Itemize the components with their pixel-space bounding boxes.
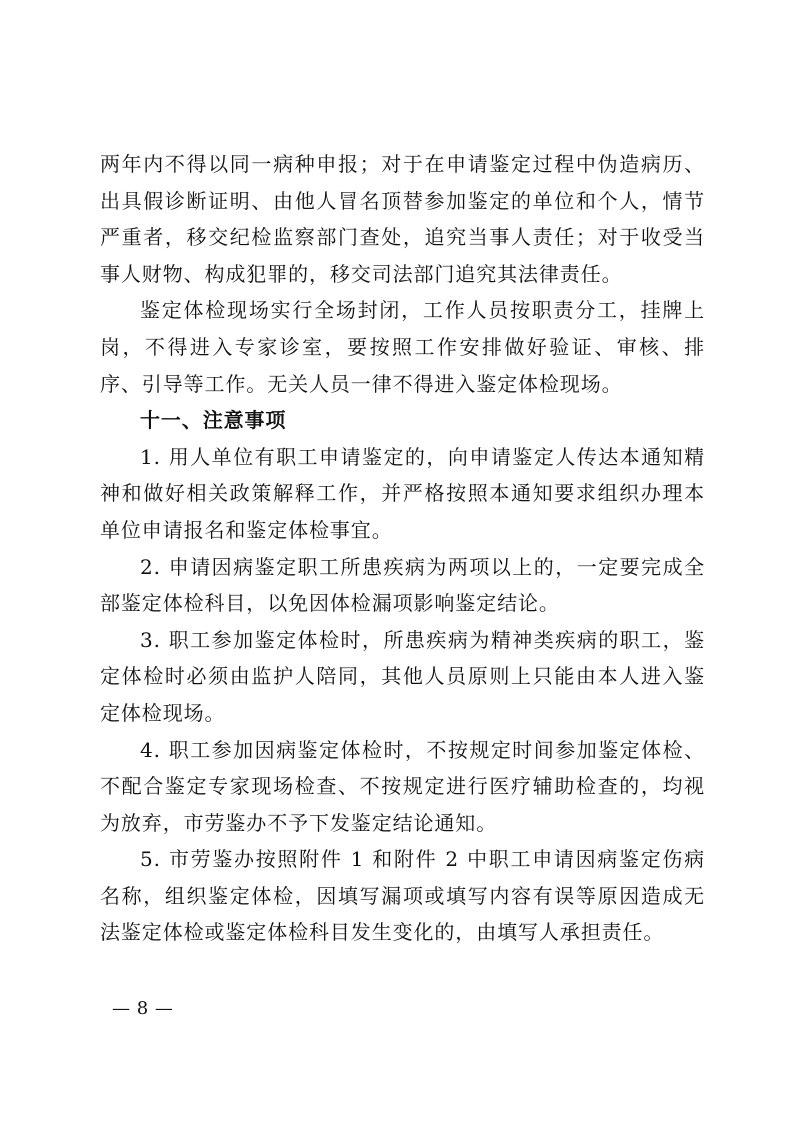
paragraph-item-1: 1. 用人单位有职工申请鉴定的，向申请鉴定人传达本通知精神和做好相关政策解释工作，并严格按照本通知要求组织办理本单位申请报名和鉴定体检事宜。 (100, 444, 705, 542)
paragraph-item-2: 2. 申请因病鉴定职工所患疾病为两项以上的，一定要完成全部鉴定体检科目，以免因体检漏项影响鉴定结论。 (100, 554, 705, 616)
paragraph-item-3: 3. 职工参加鉴定体检时，所患疾病为精神类疾病的职工，鉴定体检时必须由监护人陪同，其他人员原则上只能由本人进入鉴定体检现场。 (100, 627, 705, 725)
page-number: — 8 — (112, 998, 174, 1019)
paragraph-site-closure: 鉴定体检现场实行全场封闭，工作人员按职责分工，挂牌上岗，不得进入专家诊室，要按照工作安排做好验证、审核、排序、引导等工作。无关人员一律不得进入鉴定体检现场。 (100, 298, 705, 396)
paragraph-item-4: 4. 职工参加因病鉴定体检时，不按规定时间参加鉴定体检、不配合鉴定专家现场检查、不按规定进行医疗辅助检查的，均视为放弃，市劳鉴办不予下发鉴定结论通知。 (100, 737, 705, 835)
paragraph-item-5: 5. 市劳鉴办按照附件 1 和附件 2 中职工申请因病鉴定伤病名称，组织鉴定体检，因填写漏项或填写内容有误等原因造成无法鉴定体检或鉴定体检科目发生变化的，由填写人承担责任。 (100, 847, 705, 945)
section-heading: 十一、注意事项 (140, 408, 287, 433)
document-body (100, 146, 705, 951)
paragraph-continuation: 两年内不得以同一病种申报；对于在申请鉴定过程中伪造病历、出具假诊断证明、由他人冒名顶替参加鉴定的单位和个人，情节严重者，移交纪检监察部门查处，追究当事人责任；对于收受当事人财物、构成犯罪的，移交司法部门追究其法律责任。 (100, 152, 705, 286)
